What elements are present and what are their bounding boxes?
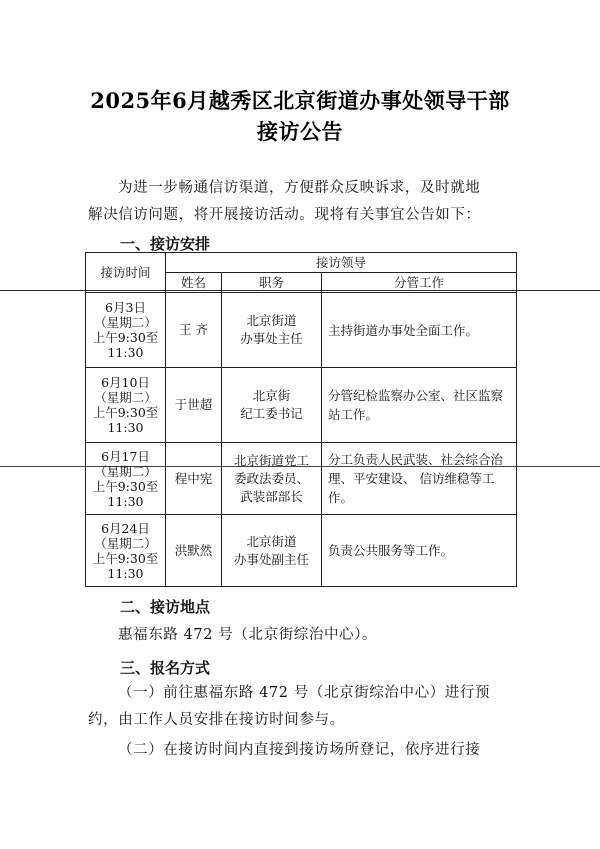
table-row (86, 368, 517, 443)
date-cell (86, 368, 166, 443)
weekday-text: （星期二） (94, 315, 157, 330)
intro-line1: 为进一步畅通信访渠道，方便群众反映诉求，及时就地 (118, 180, 481, 196)
section3-item2-line1: （二）在接访时间内直接到接访场所登记，依序进行接 (118, 742, 481, 758)
position-cell (222, 293, 322, 368)
name-cell: 洪默然 (166, 515, 222, 587)
header-time: 接访时间 (86, 253, 166, 293)
section3-item2 (88, 737, 514, 764)
position-line: 北京街 (252, 388, 291, 403)
section1-heading: 一、接访安排 (120, 235, 211, 253)
header-name: 姓名 (166, 273, 222, 293)
time-end-text: 11:30 (107, 420, 144, 435)
position-line: 办事处主任 (240, 331, 303, 346)
date-text: 6月17日 (101, 448, 150, 464)
weekday-text: （星期二） (94, 463, 157, 479)
schedule-table (85, 252, 517, 587)
duty-cell: 分工负责人民武装、社会综合治理、平安建设、 信访维稳等工作。 (322, 443, 517, 515)
time-start-text: 上午9:30至 (92, 405, 159, 420)
time-start-text: 上午9:30至 (92, 330, 159, 345)
time-start-text: 上午9:30至 (92, 550, 159, 566)
time-end-text: 11:30 (107, 493, 144, 509)
position-line: 北京街道党工 (233, 452, 309, 468)
position-line: 委政法委员、 (233, 470, 309, 486)
position-line: 北京街道 (246, 533, 297, 549)
section3-item1-line1: （一）前往惠福东路 472 号（北京街综治中心）进行预 (118, 685, 491, 701)
date-cell (86, 515, 166, 587)
weekday-text: （星期二） (94, 390, 157, 405)
position-cell (222, 515, 322, 587)
date-text: 6月3日 (105, 300, 146, 315)
position-line: 办事处副主任 (233, 551, 309, 567)
position-line: 武装部部长 (240, 488, 303, 504)
position-line: 纪工委书记 (240, 406, 303, 421)
section3-item1-line2: 约，由工作人员安排在接访时间参与。 (88, 712, 345, 728)
section3-item1 (88, 680, 514, 734)
duty-cell: 分管纪检监察办公室、社区监察站工作。 (322, 368, 517, 443)
page-title-line1: 2025年6月越秀区北京街道办事处领导干部 (90, 88, 510, 113)
position-cell (222, 368, 322, 443)
header-duty: 分管工作 (322, 273, 517, 293)
intro-line2: 解决信访问题，将开展接访活动。现将有关事宜公告如下： (88, 207, 481, 223)
section2-heading: 二、接访地点 (120, 598, 211, 616)
date-text: 6月10日 (101, 375, 150, 390)
duty-cell: 负责公共服务等工作。 (322, 515, 517, 587)
position-line: 北京街道 (246, 313, 297, 328)
time-start-text: 上午9:30至 (92, 478, 159, 494)
table-row (86, 443, 517, 515)
time-end-text: 11:30 (107, 345, 144, 360)
weekday-text: （星期二） (94, 535, 157, 551)
name-cell: 程中宪 (166, 443, 222, 515)
section3-heading: 三、报名方式 (120, 659, 211, 677)
date-cell (86, 293, 166, 368)
time-end-text: 11:30 (107, 565, 144, 581)
name-cell: 王 齐 (166, 293, 222, 368)
intro-paragraph (88, 175, 514, 229)
header-leader: 接访领导 (166, 253, 517, 273)
table-row (86, 293, 517, 368)
name-cell: 于世超 (166, 368, 222, 443)
position-cell (222, 443, 322, 515)
section2-text: 惠福东路 472 号（北京街综治中心）。 (118, 627, 378, 643)
date-cell (86, 443, 166, 515)
page-title-line2: 接访公告 (257, 119, 343, 144)
table-row (86, 515, 517, 587)
header-position: 职务 (222, 273, 322, 293)
duty-cell: 主持街道办事处全面工作。 (322, 293, 517, 368)
date-text: 6月24日 (101, 520, 150, 536)
